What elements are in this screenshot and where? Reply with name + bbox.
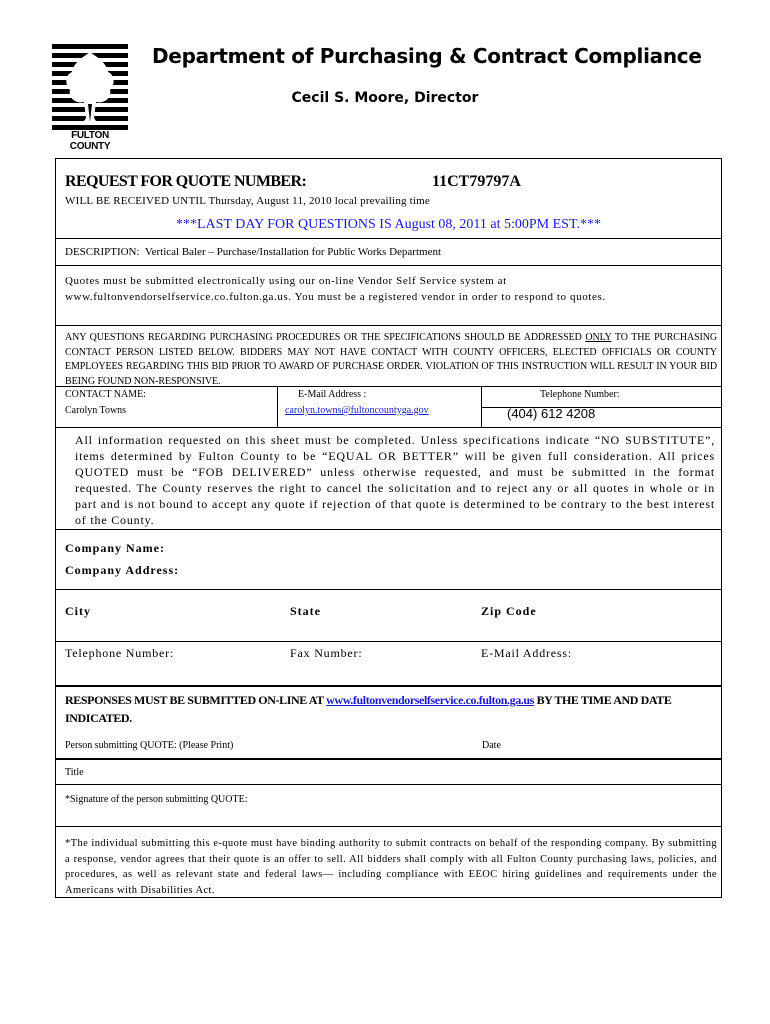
contact-email-label: E-Mail Address :	[298, 389, 367, 400]
contact-name-label: CONTACT NAME:	[65, 389, 146, 400]
company-name-label: Company Name:	[65, 541, 165, 555]
company-row	[56, 530, 721, 590]
submission-notice	[65, 273, 715, 305]
description	[65, 246, 441, 258]
submission-text: Quotes must be submitted electronically using our on-line Vendor Self Service system at	[65, 275, 507, 287]
questions-text-2: TO THE PURCHASING CONTACT PERSON LISTED BELOW. BIDDERS MAY NOT HAVE CONTACT WITH COUNTY OFFICERS, ELECTED OFFICIALS OR COUNTY EMPLOYEES REGARDING THIS BID PRIOR TO AWARD OF PURCHASE ORDER. VIOLATION OF THIS INSTRUCTION WILL RESULT IN YOUR BID BEING FOUND NON-RESPONSIVE.	[65, 332, 717, 387]
date-label: Date	[482, 740, 501, 751]
title-label: Title	[65, 767, 84, 778]
contact-name-cell	[56, 386, 278, 428]
state-label: State	[290, 604, 321, 618]
logo-text: FULTON COUNTY	[69, 130, 111, 152]
received-until: WILL BE RECEIVED UNTIL Thursday, August 11, 2010 local prevailing time	[65, 195, 431, 207]
rfq-label: REQUEST FOR QUOTE NUMBER:	[65, 173, 307, 190]
only-emphasis: ONLY	[585, 332, 612, 343]
director-name: Cecil S. Moore, Director	[291, 90, 479, 106]
submission-text-2: . You must be a registered vendor in order to respond to quotes.	[288, 291, 606, 303]
fine-print: *The individual submitting this e-quote must have binding authority to submit contracts on behalf of the responding company. By submitting a response, vendor agrees that their quote is an offer to sell. All bidders shall comply with all Fulton County purchasing laws, policies, and procedures, as well as relevant state and federal laws— including compliance with EEOC hiring guidelines and requirements under the Americans with Disabilities Act.	[65, 838, 717, 896]
person-submitting-label: Person submitting QUOTE: (Please Print)	[65, 740, 234, 751]
info-paragraph: All information requested on this sheet must be completed. Unless specifications indicate “NO SUBSTITUTE”, items determined by Fulton County to be “EQUAL OR BETTER” will be given full consideration. All prices QUOTED must be “FOB DELIVERED” unless otherwise requested, and must be submitted in the format requested. The County reserves the right to cancel the solicitation and to reject any or all quotes in whole or in part and is not bound to accept any quote if rejection of that quote is determined to be contrary to the best interest of the County.	[75, 433, 715, 527]
info-row	[56, 428, 721, 530]
company-email-label: E-Mail Address:	[481, 646, 572, 660]
rfq-section	[56, 159, 721, 239]
city-state-zip-row	[56, 590, 721, 642]
description-value: Vertical Baler – Purchase/Installation for Public Works Department	[144, 246, 442, 258]
questions-text: ANY QUESTIONS REGARDING PURCHASING PROCEDURES OR THE SPECIFICATIONS SHOULD BE ADDRESSED	[65, 332, 582, 343]
vendor-portal-link[interactable]: www.fultonvendorselfservice.co.fulton.ga.us	[65, 291, 289, 303]
rfq-number: 11CT79797A	[432, 173, 521, 190]
contact-phone-label: Telephone Number:	[540, 389, 620, 400]
contact-phone: (404) 612 4208	[507, 406, 596, 421]
responses-text: RESPONSES MUST BE SUBMITTED ON-LINE AT	[65, 693, 324, 707]
quote-form	[55, 158, 722, 898]
contact-email-link[interactable]: carolyn.towns@fultoncountyga.gov	[285, 405, 429, 416]
responses-link[interactable]: www.fultonvendorselfservice.co.fulton.ga.us	[326, 693, 534, 707]
contact-name: Carolyn Towns	[65, 405, 127, 416]
person-row	[56, 731, 721, 759]
fulton-county-seal-icon	[52, 44, 128, 130]
phone-divider	[482, 407, 722, 408]
fax-label: Fax Number:	[290, 646, 363, 660]
city-label: City	[65, 604, 91, 618]
phone-fax-email-row	[56, 642, 721, 686]
signature-label: *Signature of the person submitting QUOTE:	[65, 794, 248, 805]
title-row	[56, 759, 721, 785]
company-address-label: Company Address:	[65, 563, 180, 577]
page-title: Department of Purchasing & Contract Compliance	[152, 44, 702, 68]
company-phone-label: Telephone Number:	[65, 646, 175, 660]
responses-suffix: BY THE TIME AND DATE INDICATED.	[65, 693, 672, 725]
description-label: DESCRIPTION:	[65, 246, 140, 258]
signature-row	[56, 785, 721, 827]
zip-label: Zip Code	[481, 604, 537, 618]
questions-notice	[65, 331, 717, 389]
last-day-questions: ***LAST DAY FOR QUESTIONS IS August 08, 2011 at 5:00PM EST.***	[176, 217, 601, 232]
contact-email-cell	[278, 386, 482, 428]
